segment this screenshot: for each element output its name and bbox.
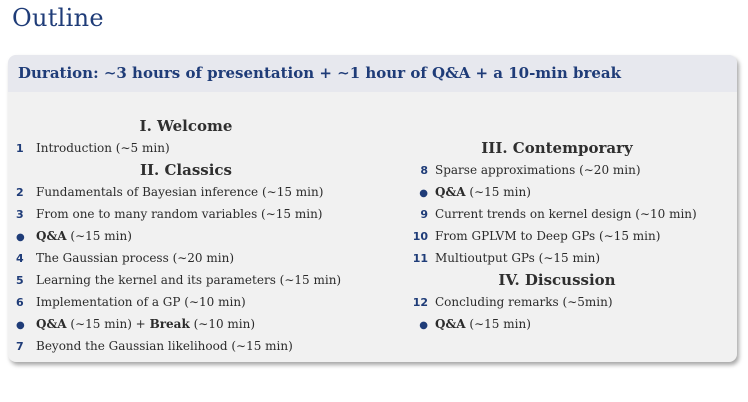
item-text: Implementation of a GP (∼10 min) xyxy=(36,295,246,309)
item-text: (∼15 min) xyxy=(465,317,531,331)
item-number: 4 xyxy=(16,252,24,265)
item-number: 11 xyxy=(412,252,428,265)
item-number: 7 xyxy=(16,340,24,353)
item-number: 5 xyxy=(16,274,24,287)
qa-label: Q&A xyxy=(435,317,466,331)
item-number: 2 xyxy=(16,186,24,199)
list-item xyxy=(16,335,386,357)
list-item xyxy=(403,225,743,247)
slide-title: Outline xyxy=(12,4,104,32)
section-contemporary: III. Contemporary xyxy=(481,139,633,157)
list-item xyxy=(16,247,386,269)
list-item xyxy=(16,269,386,291)
list-item xyxy=(16,291,386,313)
item-text: Sparse approximations (∼20 min) xyxy=(435,163,641,177)
item-text: Fundamentals of Bayesian inference (∼15 min) xyxy=(36,185,324,199)
list-item xyxy=(16,181,386,203)
item-text: Introduction (∼5 min) xyxy=(36,141,170,155)
bullet-icon: ● xyxy=(419,320,428,331)
item-text: Multioutput GPs (∼15 min) xyxy=(435,251,601,265)
outline-block xyxy=(8,55,737,362)
item-number: 3 xyxy=(16,208,24,221)
list-item xyxy=(403,159,743,181)
list-item-qa xyxy=(16,225,386,247)
list-item xyxy=(403,203,743,225)
section-classics: II. Classics xyxy=(140,161,232,179)
item-text: Learning the kernel and its parameters (∼15 min) xyxy=(36,273,342,287)
right-column xyxy=(403,137,743,335)
item-text: The Gaussian process (∼20 min) xyxy=(36,251,235,265)
list-item-qa-break xyxy=(16,313,386,335)
list-item xyxy=(403,291,743,313)
item-text: (∼15 min) + xyxy=(66,317,150,331)
break-label: Break xyxy=(149,317,190,331)
item-number: 6 xyxy=(16,296,24,309)
qa-label: Q&A xyxy=(36,317,67,331)
section-discussion: IV. Discussion xyxy=(498,271,616,289)
bullet-icon: ● xyxy=(16,320,25,331)
block-title: Duration: ∼3 hours of presentation + ∼1 hour of Q&A + a 10-min break xyxy=(18,64,622,82)
item-text: (∼10 min) xyxy=(189,317,256,331)
item-number: 10 xyxy=(412,230,428,243)
item-text: (∼15 min) xyxy=(465,185,531,199)
list-item-qa xyxy=(403,313,743,335)
qa-label: Q&A xyxy=(36,229,67,243)
item-text: Current trends on kernel design (∼10 min) xyxy=(435,207,697,221)
item-text: From one to many random variables (∼15 min) xyxy=(36,207,323,221)
list-item-qa xyxy=(403,181,743,203)
item-text: From GPLVM to Deep GPs (∼15 min) xyxy=(435,229,661,243)
item-text: Concluding remarks (∼5min) xyxy=(435,295,613,309)
list-item xyxy=(16,203,386,225)
bullet-icon: ● xyxy=(419,188,428,199)
list-item xyxy=(403,247,743,269)
section-welcome: I. Welcome xyxy=(139,117,233,135)
item-text: Beyond the Gaussian likelihood (∼15 min) xyxy=(36,339,293,353)
item-number: 12 xyxy=(412,296,428,309)
block-header xyxy=(8,55,737,92)
bullet-icon: ● xyxy=(16,232,25,243)
qa-label: Q&A xyxy=(435,185,466,199)
item-text: (∼15 min) xyxy=(66,229,132,243)
item-number: 1 xyxy=(16,142,24,155)
item-number: 9 xyxy=(420,208,428,221)
list-item xyxy=(16,137,386,159)
left-column xyxy=(16,115,386,357)
item-number: 8 xyxy=(420,164,428,177)
